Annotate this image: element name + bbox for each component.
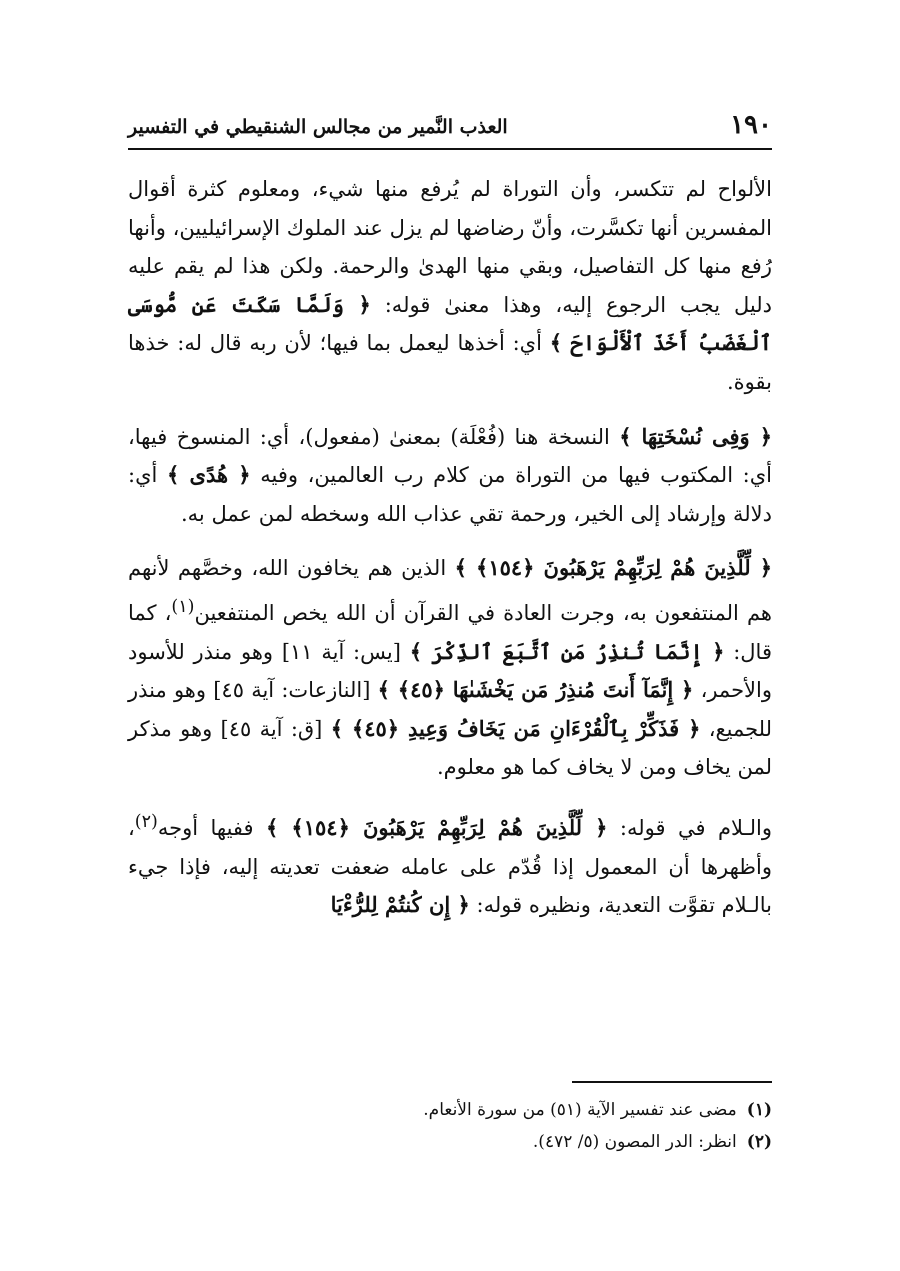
quran-verse: ﴿ لِّلَّذِينَ هُمْ لِرَبِّهِمْ يَرْهَبُونَ ﴿١٥٤﴾ ﴾ <box>266 814 608 840</box>
text-run: النسخة هنا (فُعْلَة) بمعنىٰ (مفعول)، أي: المنسوخ فيها، أي: المكتوب فيها من التوراة من كلام رب العالمين، وفيه <box>128 424 772 488</box>
text-run: أي: دلالة وإرشاد إلى الخير، ورحمة تقي عذاب الله وسخطه لمن عمل به. <box>128 463 772 526</box>
quran-verse: ﴿ إِنَّمَا تُنذِرُ مَنِ ٱتَّبَعَ ٱلذِّكْرَ ﴾ <box>409 638 725 664</box>
quran-verse: ﴿ وَفِى نُسْخَتِهَا ﴾ <box>619 423 772 449</box>
page-number: ١٩٠ <box>730 110 772 140</box>
text-run: [النازعات: آية ٤٥] وهو منذر للجميع، <box>128 678 773 741</box>
text-run: ففيها أوجه <box>157 815 267 840</box>
text-run: ، وأظهرها أن المعمول إذا قُدّم على عامله ضعفت تعديته إليه، فإذا جيء بالـلام تقوَّت التعدية، ونظيره قوله: <box>128 815 772 918</box>
paragraph <box>128 170 772 402</box>
text-run: أي: أخذها ليعمل بما فيها؛ لأن ربه قال له: خذها بقوة. <box>128 331 772 394</box>
quran-verse: ﴿ وَلَمَّا سَكَتَ عَن مُّوسَى ٱلْغَضَبُ أَخَذَ ٱلْأَلْوَاحَ ﴾ <box>128 291 772 356</box>
footnote-number: (١) <box>746 1100 772 1120</box>
text-run: [يس: آية ١١] وهو منذر للأسود والأحمر، <box>128 639 773 703</box>
paragraph <box>128 418 772 534</box>
footnotes <box>128 1094 772 1158</box>
paragraph <box>128 803 772 925</box>
quran-verse: ﴿ لِّلَّذِينَ هُمْ لِرَبِّهِمْ يَرْهَبُونَ ﴿١٥٤﴾ ﴾ <box>454 555 773 581</box>
footnote-number: (٢) <box>746 1132 772 1152</box>
footnote-ref: (١) <box>171 596 195 617</box>
text-run: ، كما قال: <box>128 600 772 664</box>
quran-verse: ﴿ إِن كُنتُمْ لِلرُّءْيَا <box>330 892 470 918</box>
footnote-text: انظر: الدر المصون (٥/ ٤٧٢). <box>532 1132 737 1152</box>
text-run: [ق: آية ٤٥] وهو مذكر لمن يخاف ومن لا يخاف كما هو معلوم. <box>128 716 772 780</box>
footnote-ref: (٢) <box>134 811 158 832</box>
quran-verse: ﴿ فَذَكِّرْ بِٱلْقُرْءَانِ مَن يَخَافُ وَعِيدِ ﴿٤٥﴾ ﴾ <box>330 715 701 741</box>
quran-verse: ﴿ إِنَّمَآ أَنتَ مُنذِرُ مَن يَخْشَىٰهَا ﴿٤٥﴾ ﴾ <box>377 677 694 703</box>
text-run: الذين هم يخافون الله، وخصَّهم لأنهم هم المنتفعون به، وجرت العادة في القرآن أن الله يخص المنتفعين <box>128 556 772 625</box>
running-title: العذب النَّمير من مجالس الشنقيطي في التفسير <box>128 116 508 138</box>
footnote <box>128 1094 772 1126</box>
paragraph <box>128 549 772 787</box>
text-run: الألواح لم تتكسر، وأن التوراة لم يُرفع منها شيء، ومعلوم كثرة أقوال المفسرين أنها تكسَّرت، وأنّ رضاضها لم يزل عند الملوك الإسرائيليين، وأنها رُفع منها كل التفاصيل، وبقي منها الهدىٰ والرحمة. ولكن هذا لم يقم عليه دليل يجب الرجوع إليه، وهذا معنىٰ قوله: <box>128 177 772 317</box>
footnote-separator <box>572 1081 772 1083</box>
page-header <box>128 108 772 150</box>
body-text <box>128 170 772 941</box>
text-run: والـلام في قوله: <box>607 815 773 840</box>
footnote-text: مضى عند تفسير الآية (٥١) من سورة الأنعام. <box>423 1100 737 1120</box>
footnote <box>128 1126 772 1158</box>
quran-verse: ﴿ هُدًى ﴾ <box>166 462 251 488</box>
